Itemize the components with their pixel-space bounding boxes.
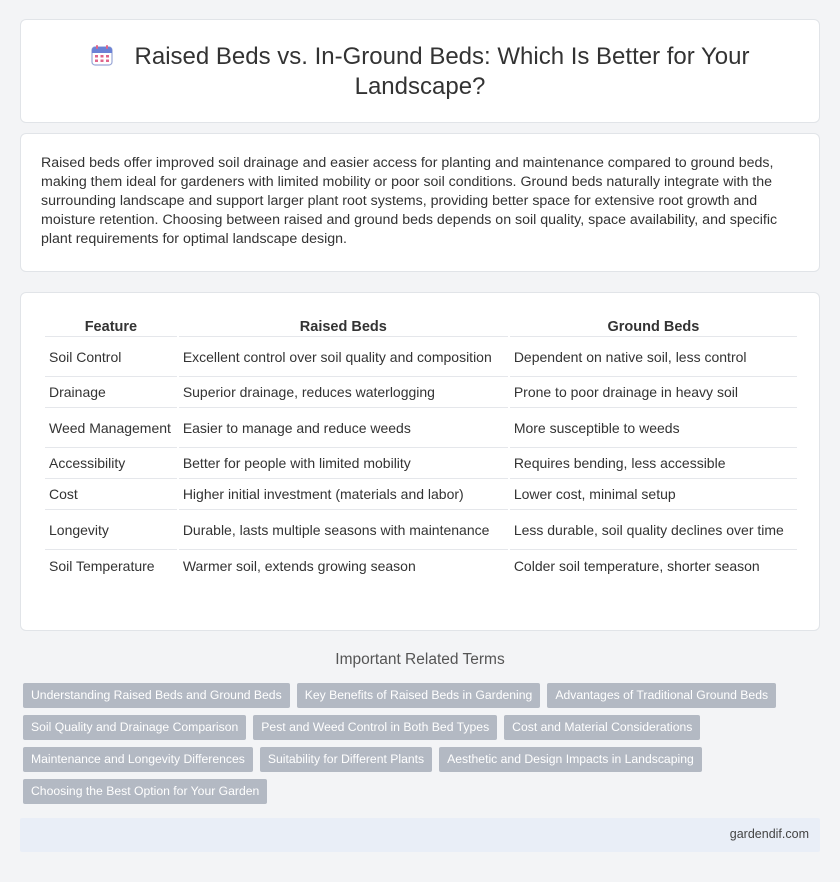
table-row [45, 377, 797, 408]
ground-cell: Requires bending, less accessible [510, 448, 797, 479]
feature-cell: Longevity [45, 510, 177, 550]
related-term-tag[interactable]: Pest and Weed Control in Both Bed Types [253, 715, 497, 740]
related-term-tag[interactable]: Understanding Raised Beds and Ground Beds [23, 683, 290, 708]
comparison-table [43, 317, 799, 581]
header-raised-beds: Raised Beds [179, 317, 508, 337]
header-feature: Feature [45, 317, 177, 337]
raised-cell: Durable, lasts multiple seasons with maintenance [179, 510, 508, 550]
intro-paragraph: Raised beds offer improved soil drainage and easier access for planting and maintenance compared to ground beds, making them ideal for gardeners with limited mobility or poor soil conditions. Ground beds naturally integrate with the surrounding landscape and support larger plant root systems, providing better space for extensive root growth and moisture retention. Choosing between raised and ground beds depends on soil quality, space availability, and specific plant requirements for optimal landscape design. [41, 155, 778, 247]
table-row [45, 408, 797, 448]
raised-cell: Warmer soil, extends growing season [182, 557, 416, 574]
header-card [20, 19, 820, 123]
table-row [45, 337, 797, 377]
raised-cell: Excellent control over soil quality and composition [179, 337, 508, 377]
raised-cell: Better for people with limited mobility [179, 448, 508, 479]
ground-cell: Dependent on native soil, less control [510, 337, 797, 377]
ground-cell: Less durable, soil quality declines over time [510, 510, 797, 550]
comparison-card [20, 292, 820, 631]
table-row [45, 550, 797, 581]
footer [20, 818, 820, 852]
intro-card [20, 133, 820, 272]
related-term-tag[interactable]: Soil Quality and Drainage Comparison [23, 715, 246, 740]
table-row [45, 510, 797, 550]
page-title-text: Raised Beds vs. In-Ground Beds: Which Is Better for Your Landscape? [134, 43, 750, 100]
table-header-row [45, 317, 797, 337]
related-term-tag[interactable]: Maintenance and Longevity Differences [23, 747, 253, 772]
related-term-tag[interactable]: Suitability for Different Plants [260, 747, 432, 772]
table-row [45, 479, 797, 510]
raised-cell: Higher initial investment (materials and labor) [179, 479, 508, 510]
header-ground-beds: Ground Beds [510, 317, 797, 337]
related-term-tag[interactable]: Cost and Material Considerations [504, 715, 700, 740]
raised-cell: Easier to manage and reduce weeds [179, 408, 508, 448]
feature-cell: Soil Control [45, 337, 177, 377]
ground-cell: Prone to poor drainage in heavy soil [510, 377, 797, 408]
related-term-tag[interactable]: Key Benefits of Raised Beds in Gardening [297, 683, 541, 708]
table-row [45, 448, 797, 479]
footer-site-link[interactable]: gardendif.com [729, 827, 809, 841]
feature-cell: Cost [45, 479, 177, 510]
page-title [81, 42, 759, 102]
related-term-tag[interactable]: Choosing the Best Option for Your Garden [23, 779, 267, 804]
ground-cell: More susceptible to weeds [510, 408, 797, 448]
ground-cell: Colder soil temperature, shorter season [513, 557, 760, 574]
ground-cell: Lower cost, minimal setup [510, 479, 797, 510]
feature-cell: Drainage [45, 377, 177, 408]
related-term-tag[interactable]: Advantages of Traditional Ground Beds [547, 683, 776, 708]
feature-cell: Soil Temperature [49, 557, 155, 574]
raised-cell: Superior drainage, reduces waterlogging [179, 377, 508, 408]
related-term-tag[interactable]: Aesthetic and Design Impacts in Landscaping [439, 747, 702, 772]
related-terms-title: Important Related Terms [335, 651, 505, 668]
related-terms-list [23, 683, 793, 811]
calendar-icon [91, 44, 113, 66]
feature-cell: Weed Management [45, 408, 177, 448]
feature-cell: Accessibility [45, 448, 177, 479]
